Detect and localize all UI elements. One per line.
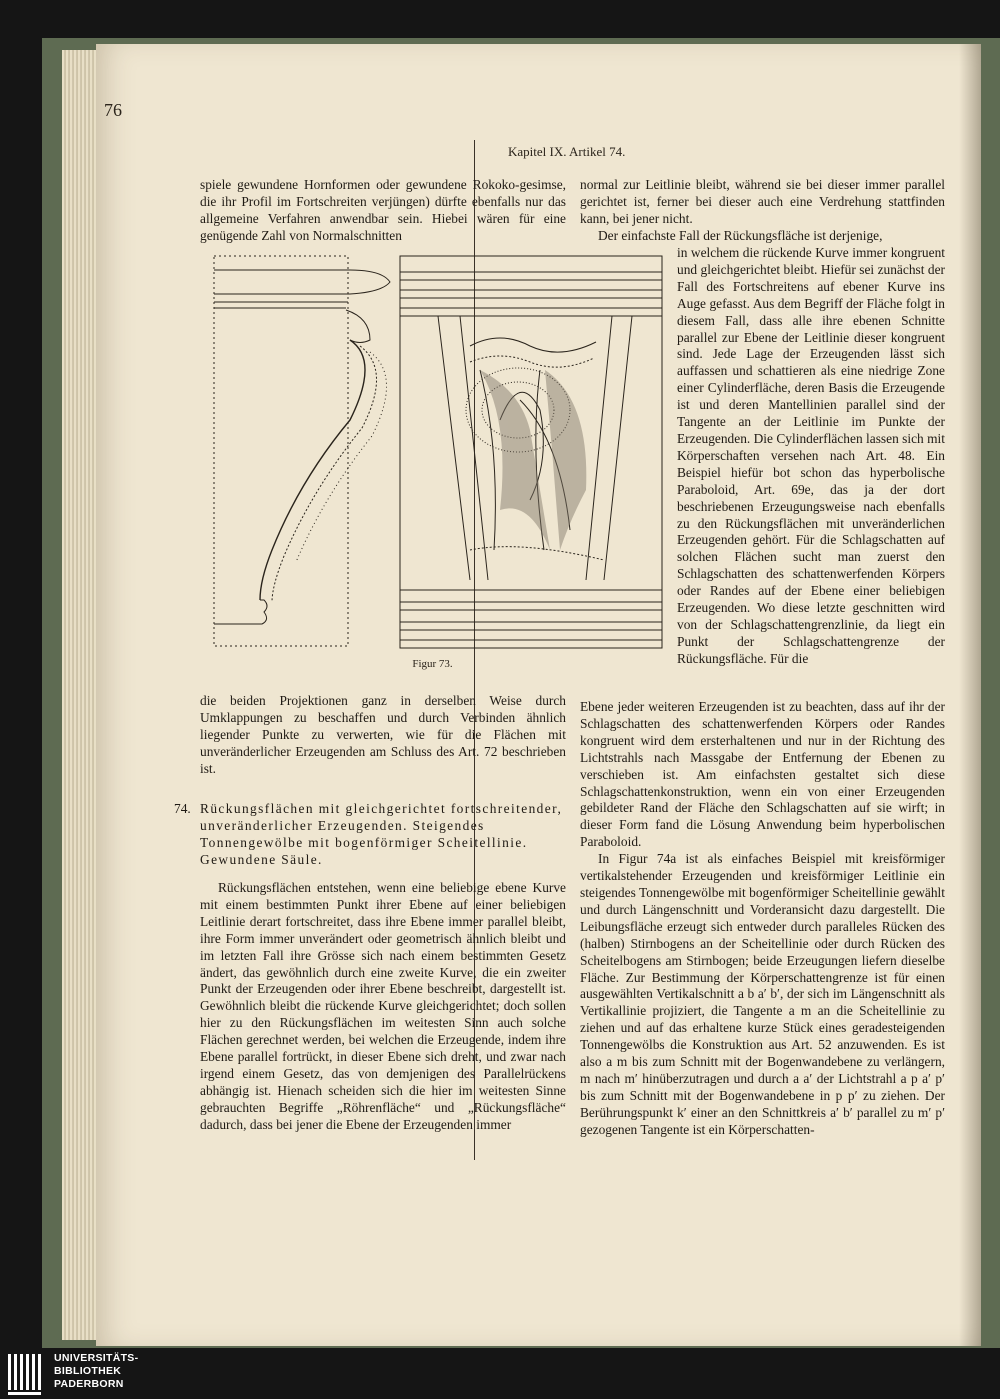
paragraph: In Figur 74a ist als einfaches Beispiel mit kreisförmiger vertikalstehender Erzeugenden und kreisförmiger Leitlinie ein steigendes Tonnengewölbe mit bogenförmiger Scheitellinie gewählt und durch Längenschnitt und Vorderansicht dazu dargestellt. Die Leibungsfläche erzeugt sich entweder durch paralleles Rücken des (halben) Stirnbogens an der Scheitellinie oder durch Rücken des Scheitelbogens am Stirnbogen; beide Erzeugungen liefern dieselbe Fläche. Zur Bestimmung der Körperschattengrenze ist für einen ausgewählten Vertikalschnitt a b a′ b′, der sich im Längenschnitt als Vertikallinie projiziert, die Tangente a m an die Scheitellinie zu ziehen und auf das erhaltene kurze Stück eines geradesteigenden Tonnengewölbs die Konstruktion aus Art. 52 anzuwenden. Es ist also a m bis zum Schnitt mit der Bogenwandebene zu verlängern, m nach m′ hinüberzutragen und durch a a′ der Lichtstrahl a p a′ p′ bis zum Schnitt mit der Bogenwandebene in p p′ zu ziehen. Der Berührungspunkt k′ einer an den Schnittkreis a′ b′ parallel zu m′ p′ gezogenen Tangente ist ein Körperschatten-: [580, 851, 945, 1137]
page-number: 76: [104, 100, 122, 120]
left-column-top: [200, 177, 566, 245]
section-title: Rückungsflächen mit gleichgerichtet fortschreitender, unveränderlicher Erzeugenden. Steigendes Tonnengewölbe mit bogenförmiger Scheitellinie. Gewundene Säule.: [200, 801, 563, 867]
right-column-top: [580, 177, 945, 245]
figure-drawing: [200, 250, 665, 670]
library-logo-icon: [6, 1352, 42, 1396]
paragraph: normal zur Leitlinie bleibt, während sie bei dieser immer parallel gerichtet ist, ferner bei dieser auch eine Verdrehung stattfinden kann, bei jener nicht.: [580, 177, 945, 226]
running-title: Kapitel IX. Artikel 74.: [508, 144, 626, 159]
paragraph: in welchem die rückende Kurve immer kongruent und gleichgerichtet bleibt. Hiefür sei zunächst der Fall des Fortschreitens auf ebener Kurve ins Auge gefasst. Aus dem Begriff der Fläche folgt in diesem Fall, dass alle ihre ebenen Schnitte parallel zur Ebene der Leitlinie dieser kongruent sind. Jede Lage der Erzeugenden lässt sich auffassen und schattieren als eine niedrige Zone einer Cylinderfläche, deren Basis die Erzeugende ist und deren Mantellinien parallel sind der Tangente an der Leitlinie im Punkte der Erzeugenden. Die Cylinderflächen lassen sich mit Körperschaften versehen nach Art. 48. Ein Beispiel hiefür bot schon das hyperbolische Paraboloid, Art. 69e, das ja der dort beschriebenen Erzeugungsweise nach ebenfalls zu den Rückungsflächen mit unveränderlichen Erzeugenden gehört. Für die Schlagschatten auf solchen Flächen sucht man zuerst den Schlagschatten des schattenwerfenden Körpers oder Randes auf der Ebene einer beliebigen Erzeugenden. Wo diese letzte geschnitten wird von der Schlagschattengrenzlinie, da liegt ein Punkt der Schlagschattengrenze der Rückungsfläche. Für die: [677, 245, 945, 666]
library-line-1: UNIVERSITÄTS-: [54, 1352, 139, 1364]
paragraph: Der einfachste Fall der Rückungsfläche ist derjenige,: [598, 227, 883, 243]
library-line-3: PADERBORN: [54, 1378, 124, 1390]
right-column-narrow: [677, 245, 945, 668]
library-name: [54, 1352, 138, 1391]
figure-caption: Figur 73.: [412, 658, 453, 670]
section-number: 74.: [174, 801, 191, 816]
paragraph: die beiden Projektionen ganz in derselben Weise durch Umklappungen zu beschaffen und durch Verbinden ähnlich liegender Punkte zu verwerten, wie für die Flächen mit unveränderlicher Erzeugenden am Schluss des Art. 72 beschrieben ist.: [200, 693, 566, 776]
figure-73: [200, 250, 665, 680]
paragraph: Ebene jeder weiteren Erzeugenden ist zu beachten, dass auf ihr der Schlagschatten des schattenwerfenden Körpers oder Randes kongruent wird dem ersterhaltenen und nur in der Richtung des Lichtstrahls nach Massgabe der Entfernung der Ebenen zu verschieben ist. Am einfachsten gestaltet sich diese Schlagschattenkonstruktion, wenn ein von einer Erzeugenden gebildeter Rand der Fläche den Schlagschatten auf sie wirft; in dieser Form fand die Lösung Anwendung beim hyperbolischen Paraboloid.: [580, 699, 945, 850]
section-heading: [174, 800, 566, 868]
paragraph: spiele gewundene Hornformen oder gewundene Rokoko-gesimse, die ihr Profil im Fortschreiten verjüngen) dürfte ebenfalls nur das allgemeine Verfahren anwendbar sein. Hiebei wären für eine genügende Zahl von Normalschnitten: [200, 177, 566, 243]
paragraph: Rückungsflächen entstehen, wenn eine beliebige ebene Kurve mit einem bestimmten Punkt ihrer Ebene auf einer beliebigen Leitlinie derart fortschreitet, dass ihre Ebene immer parallel bleibt, ihre Form immer unverändert oder geometrisch ähnlich bleibt und im letzten Fall ihre Grösse sich nach einem bestimmten Gesetz ändert, das gewöhnlich durch eine zweite Kurve, die ein zweiter Punkt der Erzeugenden oder ihrer Ebene beschreibt, dargestellt ist. Gewöhnlich bleibt die rückende Kurve gleichgerichtet; doch sollen hier zu den Rückungsflächen im weitesten Sinn auch solche Flächen gerechnet werden, bei welchen die Erzeugende, indem ihre Ebene parallel fortrückt, in dieser Ebene sich dreht, und zwar nach irgend einem Gesetz, das von demjenigen des Parallelrückens abhängig ist. Hienach scheiden sich die hier im weitesten Sinne gebrauchten Begriffe „Röhrenfläche“ und „Rückungsfläche“ dadurch, dass bei jener die Ebene der Erzeugenden immer: [200, 880, 566, 1132]
library-line-2: BIBLIOTHEK: [54, 1365, 122, 1377]
left-column-after-figure: [200, 693, 566, 778]
left-column-body: [200, 880, 566, 1134]
library-footer: [0, 1348, 1000, 1399]
spine-shadow: [959, 44, 981, 1346]
right-column-rest: [580, 699, 945, 1139]
